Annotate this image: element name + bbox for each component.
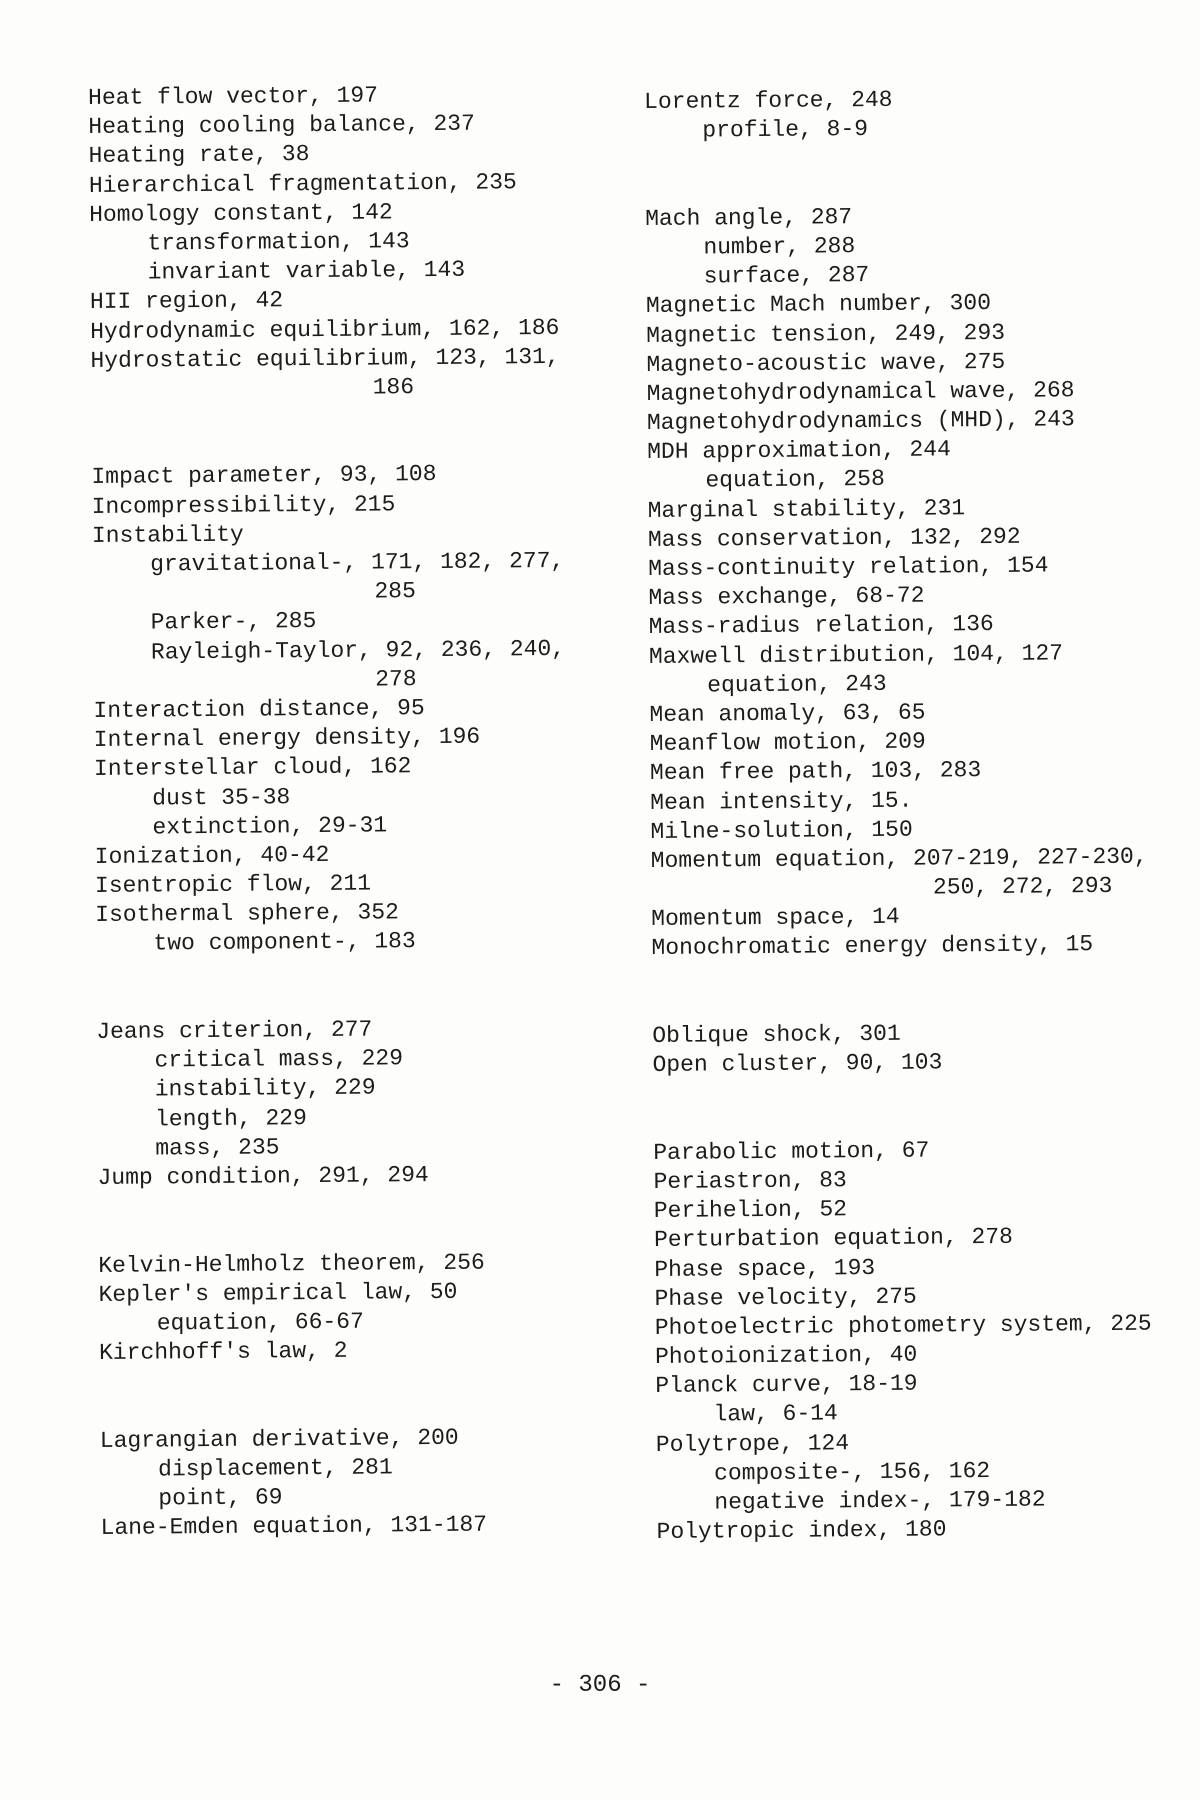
index-entry: Isothermal sphere, 352 <box>95 899 400 929</box>
index-entry: Mean free path, 103, 283 <box>649 757 982 787</box>
index-entry: Internal energy density, 196 <box>93 723 481 754</box>
index-entry: Marginal stability, 231 <box>647 494 966 524</box>
index-column-right <box>644 84 1154 1548</box>
index-entry: Lagrangian derivative, 200 <box>99 1424 459 1454</box>
index-entry: Hydrodynamic equilibrium, 162, 186 <box>90 314 560 345</box>
index-subentry: Parker-, 285 <box>150 608 317 636</box>
index-entry: Kepler's empirical law, 50 <box>98 1278 458 1308</box>
index-entry: Isentropic flow, 211 <box>94 870 372 900</box>
index-entry: Momentum space, 14 <box>651 904 900 933</box>
index-entry: Interstellar cloud, 162 <box>93 753 412 783</box>
index-subentry: equation, 258 <box>705 466 885 494</box>
index-entry: Magneto-acoustic wave, 275 <box>646 348 1006 378</box>
index-entry: Maxwell distribution, 104, 127 <box>648 639 1064 670</box>
index-entry: Photoionization, 40 <box>654 1341 918 1371</box>
page-number: - 306 - <box>549 1672 651 1699</box>
index-entry: Photoelectric photometry system, 225 <box>654 1310 1152 1341</box>
entry-group-spacer <box>652 959 1149 1022</box>
index-subentry: 285 <box>374 578 416 605</box>
index-entry: Instability <box>91 521 244 549</box>
index-entry: Milne-solution, 150 <box>650 816 913 845</box>
index-entry: Magnetohydrodynamics (MHD), 243 <box>646 406 1075 437</box>
index-subentry: instability, 229 <box>154 1074 376 1103</box>
index-entry: HII region, 42 <box>89 287 284 316</box>
index-entry: MDH approximation, 244 <box>647 436 951 466</box>
index-subentry: transformation, 143 <box>147 228 410 257</box>
index-entry: Kelvin-Helmholz theorem, 256 <box>98 1249 485 1279</box>
index-entry: Periastron, 83 <box>653 1167 847 1195</box>
index-entry: Homology constant, 142 <box>89 199 393 228</box>
entry-group-spacer <box>99 1364 572 1427</box>
index-entry: Kirchhoff's law, 2 <box>98 1337 348 1367</box>
index-subentry: 250, 272, 293 <box>932 873 1113 901</box>
index-subentry: dust 35-38 <box>152 783 291 811</box>
index-entry: Polytrope, 124 <box>655 1429 850 1458</box>
index-entry: Parabolic motion, 67 <box>653 1137 930 1166</box>
index-subentry: 186 <box>372 374 415 401</box>
index-entry: Jeans criterion, 277 <box>96 1016 373 1045</box>
index-entry: Heat flow vector, 197 <box>88 82 379 111</box>
index-subentry: gravitational-, 171, 182, 277, <box>150 547 565 578</box>
index-subentry: point, 69 <box>158 1484 283 1512</box>
index-entry: Mass conservation, 132, 292 <box>647 523 1021 553</box>
index-entry: Perturbation equation, 278 <box>653 1224 1014 1254</box>
index-entry: Meanflow motion, 209 <box>649 728 926 758</box>
entry-group-spacer <box>98 1189 571 1252</box>
entry-group-spacer <box>645 142 1142 205</box>
index-subentry: displacement, 281 <box>157 1454 393 1483</box>
index-entry: Lane-Emden equation, 131-187 <box>100 1511 488 1542</box>
index-entry: Heating cooling balance, 237 <box>88 110 475 141</box>
index-subentry: equation, 66-67 <box>156 1308 364 1337</box>
index-entry: Mass-radius relation, 136 <box>648 611 994 641</box>
index-entry: Heating rate, 38 <box>88 141 310 170</box>
index-entry: Momentum equation, 207-219, 227-230, <box>650 843 1148 874</box>
index-entry: Jump condition, 291, 294 <box>97 1162 429 1191</box>
index-entry: Polytropic index, 180 <box>656 1516 947 1546</box>
index-subentry: number, 288 <box>703 233 856 261</box>
index-entry: Impact parameter, 93, 108 <box>91 461 437 491</box>
index-subentry: composite-, 156, 162 <box>713 1457 991 1487</box>
index-subentry: mass, 235 <box>155 1134 280 1162</box>
index-entry: Phase velocity, 275 <box>654 1283 917 1312</box>
index-entry: Incompressibility, 215 <box>91 490 396 520</box>
index-entry: Hydrostatic equilibrium, 123, 131, <box>90 343 560 374</box>
index-entry: Mean intensity, 15. <box>650 787 913 816</box>
index-subentry: Rayleigh-Taylor, 92, 236, 240, <box>150 635 566 666</box>
index-subentry: equation, 243 <box>707 670 887 699</box>
index-entry: Open cluster, 90, 103 <box>652 1049 943 1079</box>
index-entry: Magnetic tension, 249, 293 <box>646 319 1006 349</box>
index-entry: Mass-continuity relation, 154 <box>648 552 1049 582</box>
index-subentry: profile, 8-9 <box>702 116 869 144</box>
index-entry: Mach angle, 287 <box>645 203 853 232</box>
entry-group-spacer <box>91 401 564 464</box>
index-entry: Mean anomaly, 63, 65 <box>649 699 926 728</box>
index-column-left <box>88 80 573 1544</box>
entry-group-spacer <box>96 955 569 1018</box>
index-entry: Mass exchange, 68-72 <box>648 582 925 612</box>
index-subentry: length, 229 <box>154 1104 307 1133</box>
index-entry: Lorentz force, 248 <box>644 86 893 115</box>
index-subentry: invariant variable, 143 <box>147 256 466 286</box>
index-subentry: law, 6-14 <box>713 1400 838 1428</box>
index-subentry: extinction, 29-31 <box>152 812 388 841</box>
index-entry: Magnetohydrodynamical wave, 268 <box>646 377 1075 407</box>
index-entry: Perihelion, 52 <box>653 1196 848 1225</box>
index-subentry: negative index-, 179-182 <box>714 1486 1046 1516</box>
index-subentry: 278 <box>375 665 417 693</box>
index-subentry: two component-, 183 <box>153 928 416 957</box>
index-entry: Ionization, 40-42 <box>94 841 330 870</box>
index-entry: Oblique shock, 301 <box>652 1020 901 1049</box>
index-entry: Magnetic Mach number, 300 <box>645 290 992 320</box>
index-entry: Planck curve, 18-19 <box>655 1370 918 1400</box>
index-entry: Interaction distance, 95 <box>93 695 425 724</box>
index-subentry: critical mass, 229 <box>154 1045 404 1074</box>
index-entry: Hierarchical fragmentation, 235 <box>88 168 517 199</box>
index-subentry: surface, 287 <box>703 262 870 290</box>
entry-group-spacer <box>653 1076 1150 1139</box>
index-entry: Monochromatic energy density, 15 <box>651 931 1094 962</box>
index-entry: Phase space, 193 <box>654 1254 876 1283</box>
